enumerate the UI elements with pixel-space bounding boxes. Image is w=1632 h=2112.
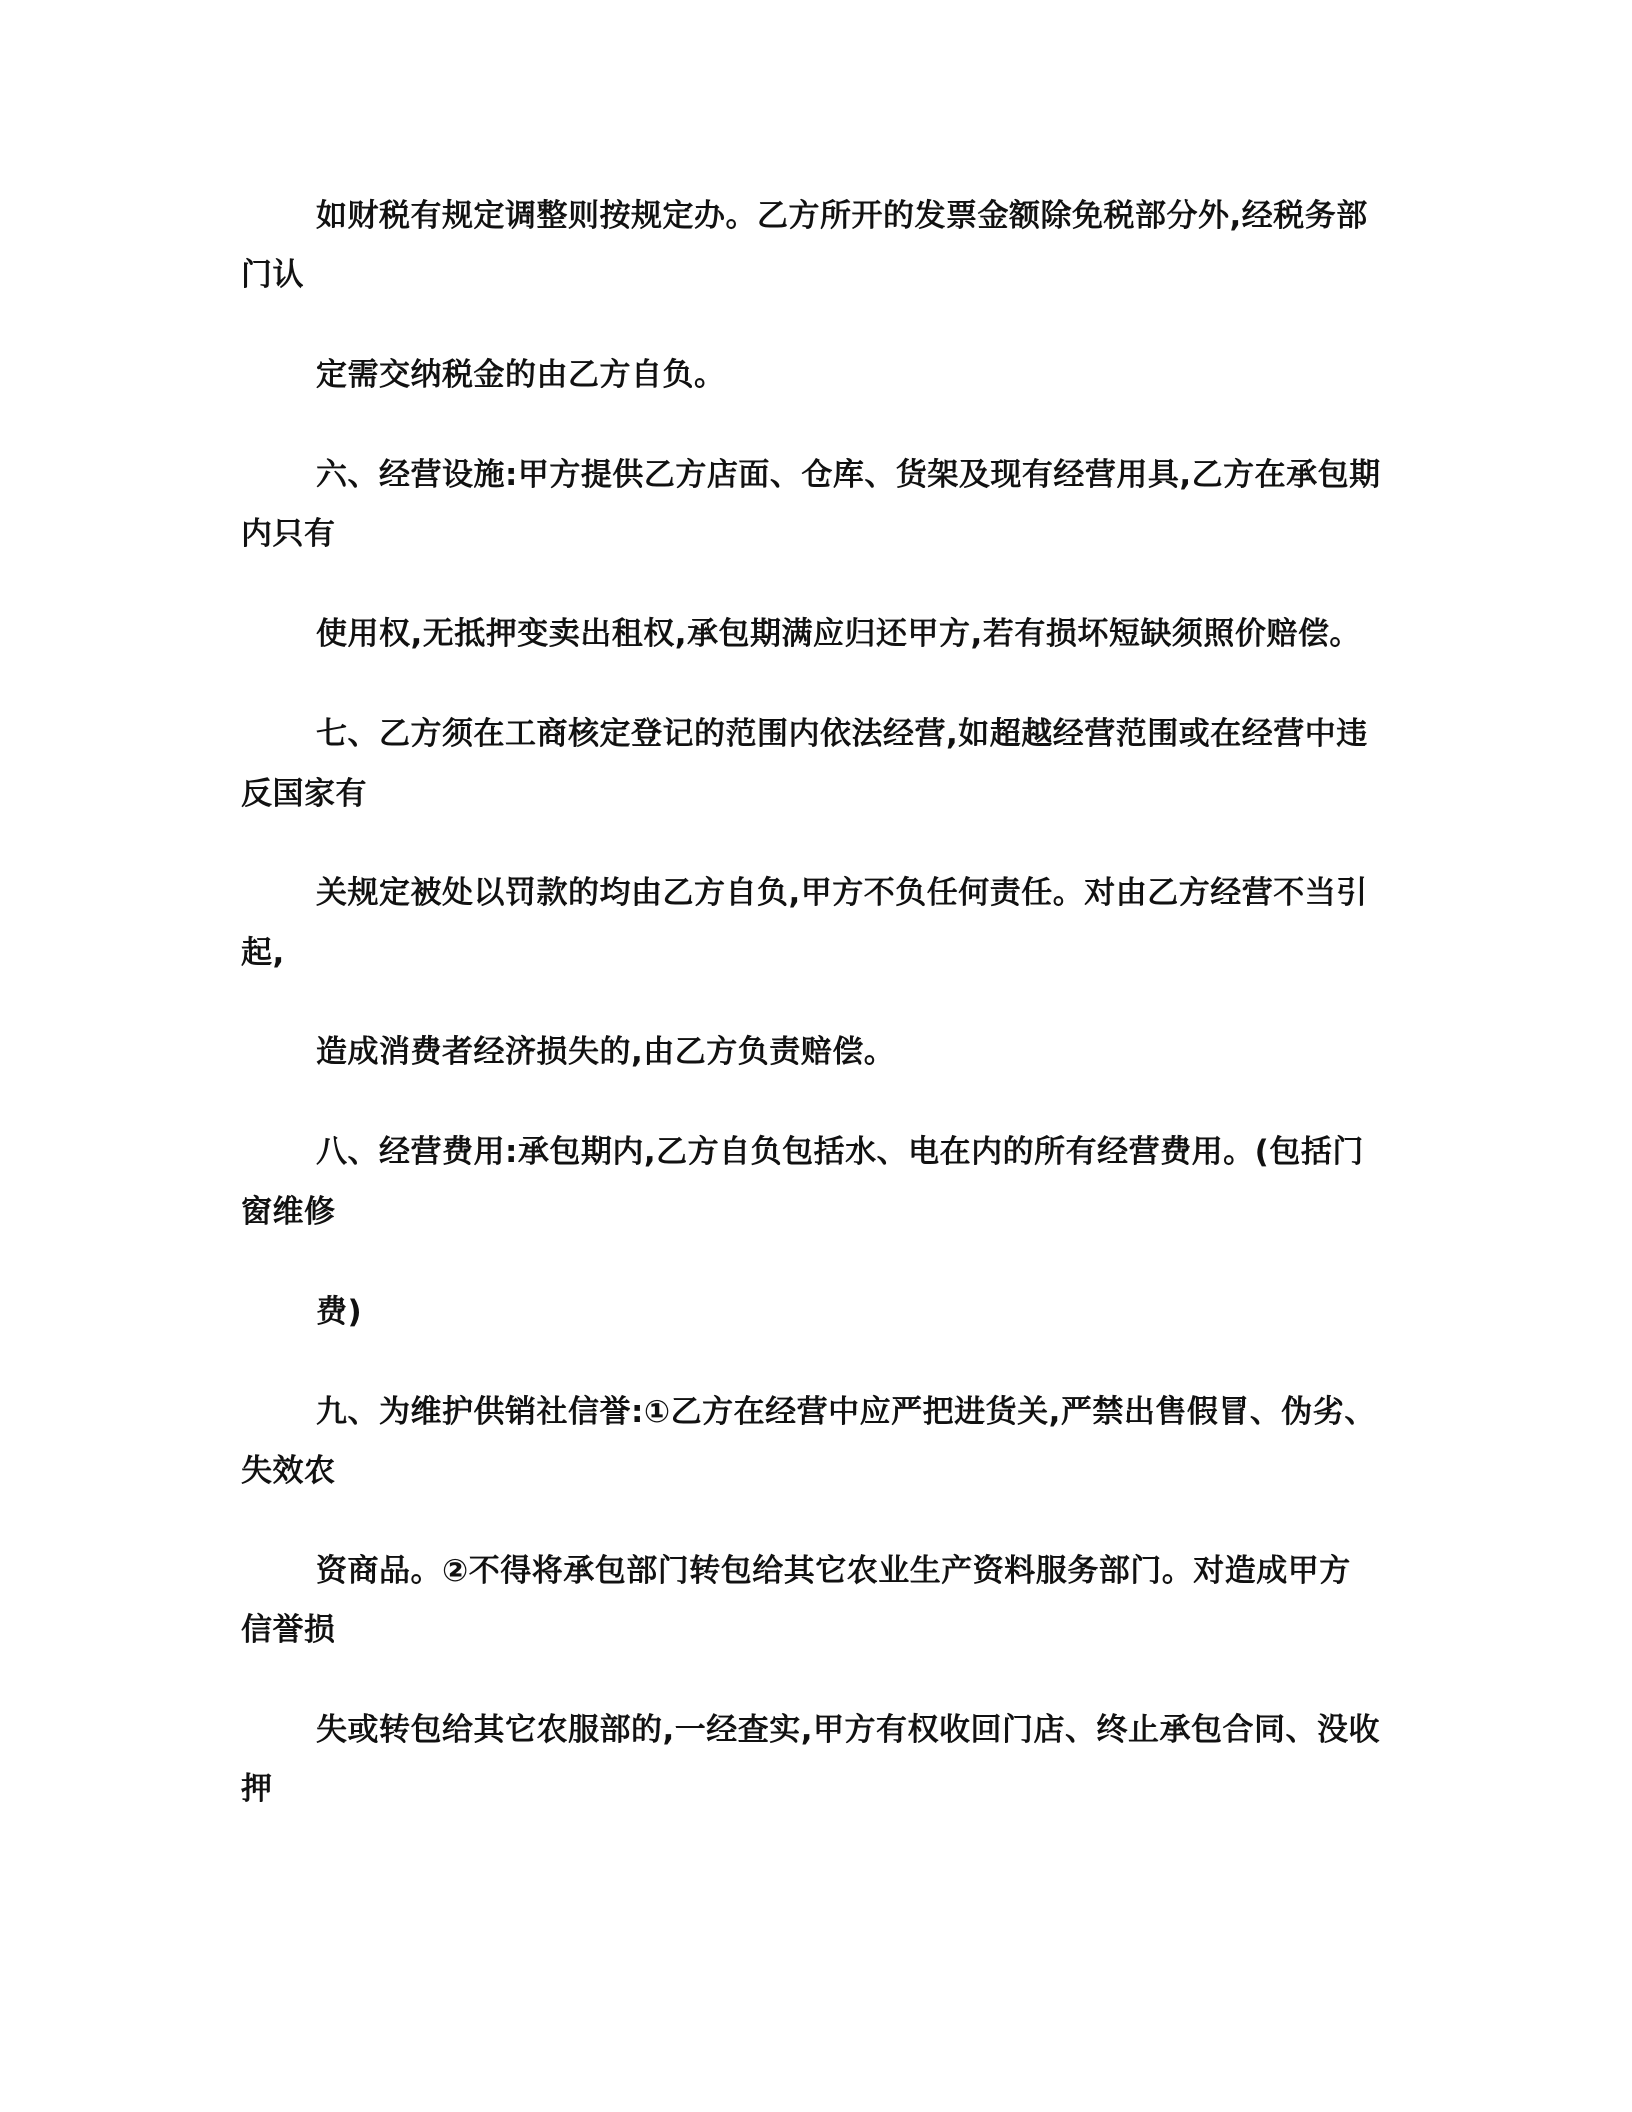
paragraph-continuation: 押 <box>241 1771 273 1807</box>
paragraph-continuation: 门认 <box>241 257 304 293</box>
paragraph-continuation: 信誉损 <box>241 1612 336 1648</box>
paragraph-line: 资商品。②不得将承包部门转包给其它农业生产资料服务部门。对造成甲方 <box>316 1553 1351 1589</box>
paragraph-line: 八、经营费用:承包期内,乙方自负包括水、电在内的所有经营费用。(包括门 <box>316 1134 1364 1170</box>
paragraph-line: 七、乙方须在工商核定登记的范围内依法经营,如超越经营范围或在经营中违 <box>316 716 1368 752</box>
paragraph-continuation: 窗维修 <box>241 1194 336 1230</box>
paragraph-line: 六、经营设施:甲方提供乙方店面、仓库、货架及现有经营用具,乙方在承包期 <box>316 457 1381 493</box>
paragraph-line: 费) <box>316 1294 363 1330</box>
paragraph-continuation: 内只有 <box>241 516 336 552</box>
paragraph-continuation: 起, <box>241 935 285 971</box>
paragraph-continuation: 失效农 <box>241 1453 336 1489</box>
paragraph-line: 使用权,无抵押变卖出租权,承包期满应归还甲方,若有损坏短缺须照价赔偿。 <box>316 616 1361 652</box>
paragraph-continuation: 反国家有 <box>241 776 367 812</box>
paragraph-line: 如财税有规定调整则按规定办。乙方所开的发票金额除免税部分外,经税务部 <box>316 198 1368 234</box>
paragraph-line: 定需交纳税金的由乙方自负。 <box>316 357 726 393</box>
paragraph-line: 失或转包给其它农服部的,一经查实,甲方有权收回门店、终止承包合同、没收 <box>316 1712 1381 1748</box>
paragraph-line: 造成消费者经济损失的,由乙方负责赔偿。 <box>316 1034 896 1070</box>
paragraph-line: 关规定被处以罚款的均由乙方自负,甲方不负任何责任。对由乙方经营不当引 <box>316 875 1368 911</box>
paragraph-line: 九、为维护供销社信誉:①乙方在经营中应严把进货关,严禁出售假冒、伪劣、 <box>316 1394 1376 1430</box>
